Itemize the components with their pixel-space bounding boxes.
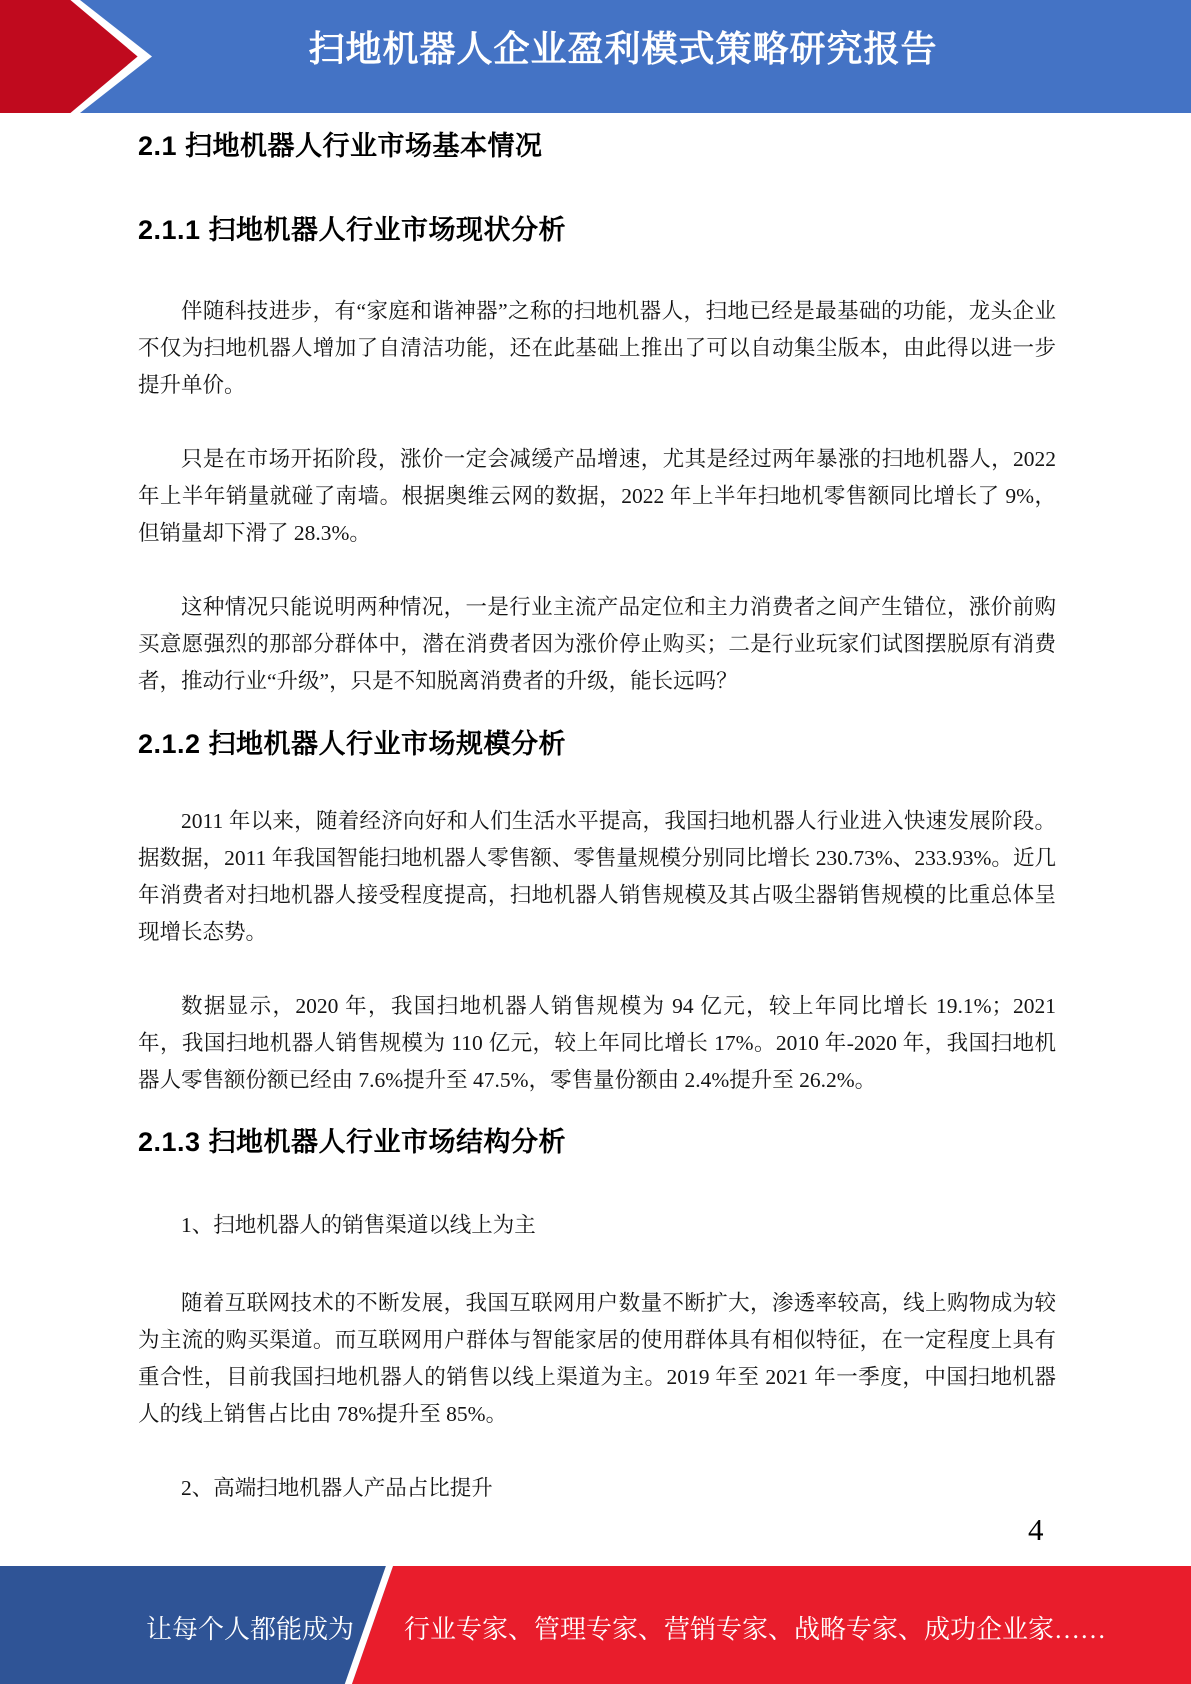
footer-slogan-left: 让每个人都能成为: [146, 1615, 355, 1644]
paragraph-market-scale-1: 2011 年以来，随着经济向好和人们生活水平提高，我国扫地机器人行业进入快速发展阶段。据数据，2011 年我国智能扫地机器人零售额、零售量规模分别同比增长 230.73%、233.93%。近几年消费者对扫地机器人接受程度提高，扫地机器人销售规模及其占吸尘器销售规模的比重总体呈现增长态势。: [138, 809, 1056, 944]
report-title: 扫地机器人企业盈利模式策略研究报告: [308, 28, 938, 69]
section-heading-2-1-3: 2.1.3 扫地机器人行业市场结构分析: [138, 1127, 567, 1157]
footer-slogan-right: 行业专家、管理专家、营销专家、战略专家、成功企业家……: [404, 1615, 1107, 1644]
paragraph-market-status-2: 只是在市场开拓阶段，涨价一定会减缓产品增速，尤其是经过两年暴涨的扫地机器人，2022 年上半年销量就碰了南墙。根据奥维云网的数据，2022 年上半年扫地机零售额同比增长了 9%，但销量却下滑了 28.3%。: [138, 447, 1056, 545]
paragraph-market-status-3: 这种情况只能说明两种情况，一是行业主流产品定位和主力消费者之间产生错位，涨价前购买意愿强烈的那部分群体中，潜在消费者因为涨价停止购买；二是行业玩家们试图摆脱原有消费者，推动行业“升级”，只是不知脱离消费者的升级，能长远吗？: [138, 595, 1056, 693]
red-arrow-icon: [0, 0, 160, 113]
paragraph-market-status-1: 伴随科技进步，有“家庭和谐神器”之称的扫地机器人，扫地已经是最基础的功能，龙头企业不仅为扫地机器人增加了自清洁功能，还在此基础上推出了可以自动集尘版本，由此得以进一步提升单价。: [138, 299, 1056, 397]
footer-banner: [0, 1566, 1191, 1684]
section-heading-2-1: 2.1 扫地机器人行业市场基本情况: [138, 131, 543, 161]
section-heading-2-1-2: 2.1.2 扫地机器人行业市场规模分析: [138, 729, 567, 759]
page-number: 4: [1028, 1512, 1044, 1547]
paragraph-market-scale-2: 数据显示，2020 年，我国扫地机器人销售规模为 94 亿元，较上年同比增长 19.1%；2021 年，我国扫地机器人销售规模为 110 亿元，较上年同比增长 17%。2010 年-2020 年，我国扫地机器人零售额份额已经由 7.6%提升至 47.5%，零售量份额由 2.4%提升至 26.2%。: [138, 994, 1056, 1092]
paragraph-structure-1: 随着互联网技术的不断发展，我国互联网用户数量不断扩大，渗透率较高，线上购物成为较为主流的购买渠道。而互联网用户群体与智能家居的使用群体具有相似特征，在一定程度上具有重合性，目前我国扫地机器人的销售以线上渠道为主。2019 年至 2021 年一季度，中国扫地机器人的线上销售占比由 78%提升至 85%。: [138, 1291, 1056, 1426]
section-heading-2-1-1: 2.1.1 扫地机器人行业市场现状分析: [138, 215, 567, 245]
header-banner: [0, 0, 1191, 113]
list-item-1: 1、扫地机器人的销售渠道以线上为主: [181, 1213, 536, 1237]
document-body: [0, 113, 1191, 1507]
arrow-fill-shape: [0, 0, 160, 113]
list-item-2: 2、高端扫地机器人产品占比提升: [181, 1476, 493, 1500]
